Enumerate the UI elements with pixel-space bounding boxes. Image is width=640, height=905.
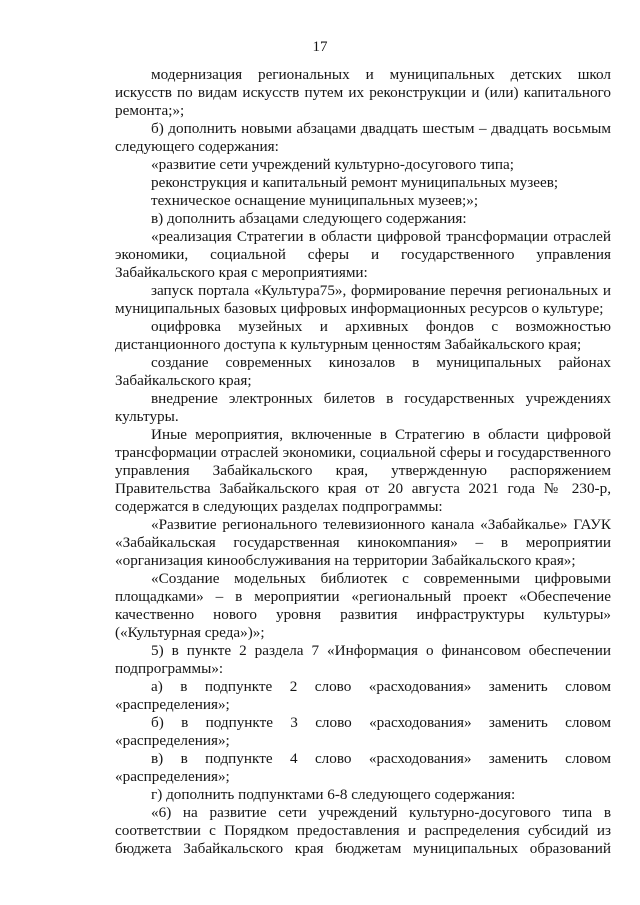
paragraph: г) дополнить подпунктами 6-8 следующего содержания: [151, 786, 516, 803]
document-body [115, 66, 611, 858]
paragraph: «6) на развитие сети учреждений культурно-досугового типа в соответствии с Порядком предоставления и распределения субсидий из бюджета Забайкальского края бюджетам муниципальных образований [115, 804, 611, 857]
paragraph: «развитие сети учреждений культурно-досугового типа; [151, 156, 514, 173]
paragraph: а) в подпункте 2 слово «расходования» заменить словом «распределения»; [115, 678, 611, 713]
paragraph: техническое оснащение муниципальных музеев;»; [151, 192, 479, 209]
paragraph: модернизация региональных и муниципальных детских школ искусств по видам искусств путем их реконструкции и (или) капитального ремонта;»; [115, 66, 611, 119]
paragraph: 5) в пункте 2 раздела 7 «Информация о финансовом обеспечении подпрограммы»: [115, 642, 611, 677]
paragraph: «Развитие регионального телевизионного канала «Забайкалье» ГАУК «Забайкальская государственная кинокомпания» – в мероприятии «организация кинообслуживания на территории Забайкальского края»; [115, 516, 611, 569]
page-number: 17 [312, 39, 328, 55]
paragraph: в) дополнить абзацами следующего содержания: [151, 210, 467, 227]
paragraph: «реализация Стратегии в области цифровой трансформации отраслей экономики, социальной сферы и государственного управления Забайкальского края с мероприятиями: [115, 228, 611, 281]
paragraph: б) в подпункте 3 слово «расходования» заменить словом «распределения»; [115, 714, 611, 749]
paragraph: создание современных кинозалов в муниципальных районах Забайкальского края; [115, 354, 611, 389]
paragraph: запуск портала «Культура75», формирование перечня региональных и муниципальных базовых цифровых информационных ресурсов о культуре; [115, 282, 611, 317]
paragraph: Иные мероприятия, включенные в Стратегию в области цифровой трансформации отраслей экономики, социальной сферы и государственного управления Забайкальского края, утвержденную распоряжением Правительства Забайкальского края от 20 августа 2021 года № 230-р, содержатся в следующих разделах подпрограммы: [115, 426, 611, 515]
paragraph: в) в подпункте 4 слово «расходования» заменить словом «распределения»; [115, 750, 611, 785]
paragraph: «Создание модельных библиотек с современными цифровыми площадками» – в мероприятии «региональный проект «Обеспечение качественно нового уровня развития инфраструктуры культуры» («Культурная среда»)»; [115, 570, 611, 641]
paragraph: реконструкция и капитальный ремонт муниципальных музеев; [151, 174, 559, 191]
paragraph: оцифровка музейных и архивных фондов с возможностью дистанционного доступа к культурным ценностям Забайкальского края; [115, 318, 611, 353]
paragraph: б) дополнить новыми абзацами двадцать шестым – двадцать восьмым следующего содержания: [115, 120, 611, 155]
paragraph: внедрение электронных билетов в государственных учреждениях культуры. [115, 390, 611, 425]
